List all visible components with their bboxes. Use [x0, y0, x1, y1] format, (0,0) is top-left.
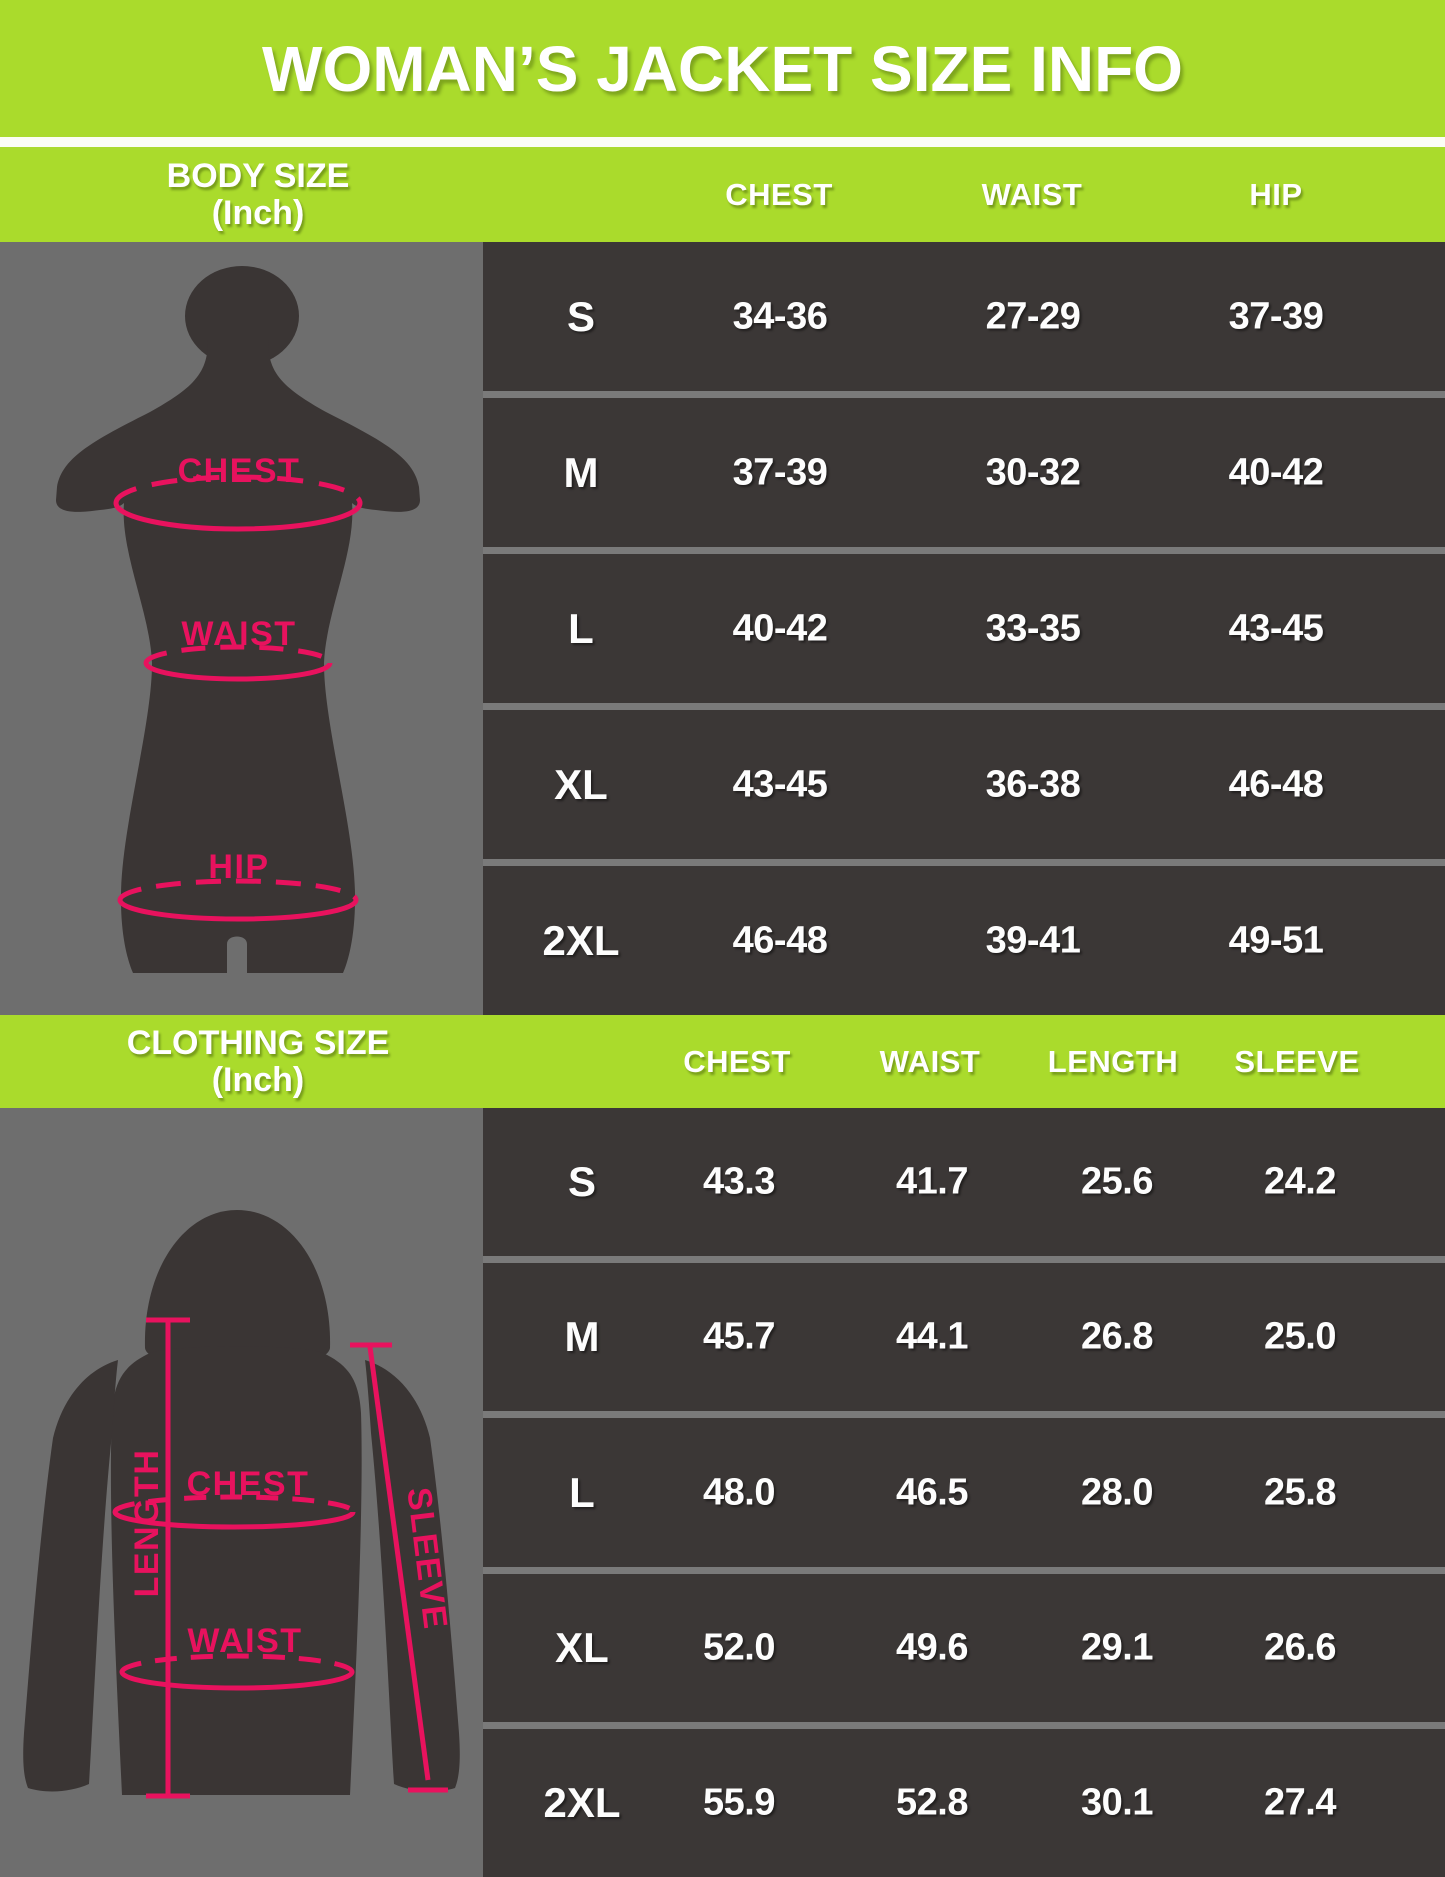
body-waist-label: WAIST	[181, 615, 297, 653]
clothing-column-header-waist: WAIST	[879, 1043, 981, 1079]
jacket-waist-label: WAIST	[187, 1622, 303, 1660]
body-size-row-xl	[483, 710, 1445, 859]
clothing-size-row-2xl	[483, 1729, 1445, 1877]
length-value-cell: 29.1	[1081, 1626, 1153, 1669]
size-label-cell: L	[569, 1468, 595, 1516]
jacket-left-sleeve-shape	[23, 1360, 118, 1791]
clothing-size-row-xl	[483, 1574, 1445, 1722]
size-label-cell: S	[566, 292, 596, 340]
sleeve-value-cell: 24.2	[1264, 1160, 1336, 1203]
size-label-cell: XL	[555, 1623, 609, 1671]
size-label-cell: XL	[554, 760, 608, 808]
body-hip-label: HIP	[208, 848, 270, 886]
waist-value-cell: 27-29	[985, 295, 1081, 337]
body-size-table	[483, 242, 1445, 1015]
body-diagram-panel	[0, 242, 483, 1015]
chest-value-cell: 34-36	[732, 295, 828, 337]
body-chest-label: CHEST	[177, 452, 301, 490]
chest-value-cell: 40-42	[732, 607, 828, 649]
sleeve-value-cell: 25.8	[1264, 1471, 1336, 1513]
hip-value-cell: 37-39	[1228, 295, 1324, 337]
page-title: WOMAN’S JACKET SIZE INFO	[262, 32, 1183, 105]
body-column-header-waist: WAIST	[981, 176, 1083, 212]
body-column-header-chest: CHEST	[725, 176, 833, 212]
hip-value-cell: 40-42	[1228, 451, 1324, 493]
jacket-diagram-panel	[0, 1108, 483, 1877]
sleeve-value-cell: 25.0	[1264, 1315, 1336, 1358]
body-size-row-s	[483, 242, 1445, 391]
waist-value-cell: 41.7	[896, 1160, 968, 1203]
sleeve-value-cell: 27.4	[1264, 1781, 1336, 1824]
chest-value-cell: 45.7	[703, 1315, 775, 1358]
waist-value-cell: 49.6	[896, 1626, 968, 1669]
jacket-chest-label: CHEST	[186, 1465, 310, 1503]
waist-value-cell: 44.1	[896, 1315, 968, 1358]
jacket-length-label: LENGTH	[128, 1448, 166, 1598]
clothing-column-header-sleeve: SLEEVE	[1234, 1043, 1360, 1079]
chest-value-cell: 43-45	[732, 763, 828, 805]
hip-value-cell: 49-51	[1228, 919, 1324, 961]
chest-value-cell: 48.0	[703, 1471, 775, 1513]
size-label-cell: L	[568, 604, 594, 652]
sleeve-value-cell: 26.6	[1264, 1626, 1336, 1669]
size-label-cell: M	[564, 1313, 600, 1361]
clothing-size-table	[483, 1108, 1445, 1877]
size-label-cell: 2XL	[542, 916, 620, 964]
chest-value-cell: 37-39	[732, 451, 828, 493]
length-value-cell: 25.6	[1081, 1160, 1153, 1203]
title-band	[0, 0, 1445, 137]
waist-value-cell: 36-38	[985, 763, 1081, 805]
waist-value-cell: 39-41	[985, 919, 1081, 961]
clothing-size-row-m	[483, 1263, 1445, 1411]
length-value-cell: 30.1	[1081, 1781, 1153, 1824]
waist-value-cell: 46.5	[896, 1471, 968, 1513]
clothing-size-row-l	[483, 1418, 1445, 1566]
chest-value-cell: 46-48	[732, 919, 828, 961]
body-size-row-m	[483, 398, 1445, 547]
size-label-cell: 2XL	[543, 1778, 621, 1826]
size-label-cell: M	[563, 448, 599, 496]
size-label-cell: S	[567, 1158, 597, 1206]
title-divider-line	[0, 137, 1445, 147]
chest-value-cell: 55.9	[703, 1781, 775, 1824]
hip-value-cell: 43-45	[1228, 607, 1324, 649]
jacket-hood-shape	[145, 1210, 330, 1366]
body-size-header-band	[0, 147, 1445, 242]
body-size-row-2xl	[483, 866, 1445, 1015]
clothing-column-header-chest: CHEST	[683, 1043, 791, 1079]
clothing-size-heading	[127, 1025, 390, 1099]
length-value-cell: 28.0	[1081, 1471, 1153, 1513]
hip-value-cell: 46-48	[1228, 763, 1324, 805]
body-size-row-l	[483, 554, 1445, 703]
chest-value-cell: 52.0	[703, 1626, 775, 1669]
body-column-header-hip: HIP	[1249, 176, 1303, 212]
clothing-size-heading-line2: (Inch)	[211, 1060, 305, 1099]
body-size-heading-line2: (Inch)	[211, 193, 305, 232]
clothing-size-row-s	[483, 1108, 1445, 1256]
clothing-size-header-band	[0, 1015, 1445, 1108]
body-size-heading-line1: BODY SIZE	[166, 156, 350, 195]
length-value-cell: 26.8	[1081, 1315, 1153, 1358]
jacket-sleeve-label: SLEEVE	[399, 1485, 455, 1633]
chest-value-cell: 43.3	[703, 1160, 775, 1203]
waist-value-cell: 52.8	[896, 1781, 968, 1824]
clothing-column-header-length: LENGTH	[1047, 1043, 1179, 1079]
body-diagram	[0, 242, 483, 1015]
body-size-heading	[167, 158, 350, 232]
waist-value-cell: 30-32	[985, 451, 1081, 493]
clothing-size-heading-line1: CLOTHING SIZE	[126, 1023, 390, 1062]
jacket-diagram	[0, 1108, 483, 1877]
waist-value-cell: 33-35	[985, 607, 1081, 649]
